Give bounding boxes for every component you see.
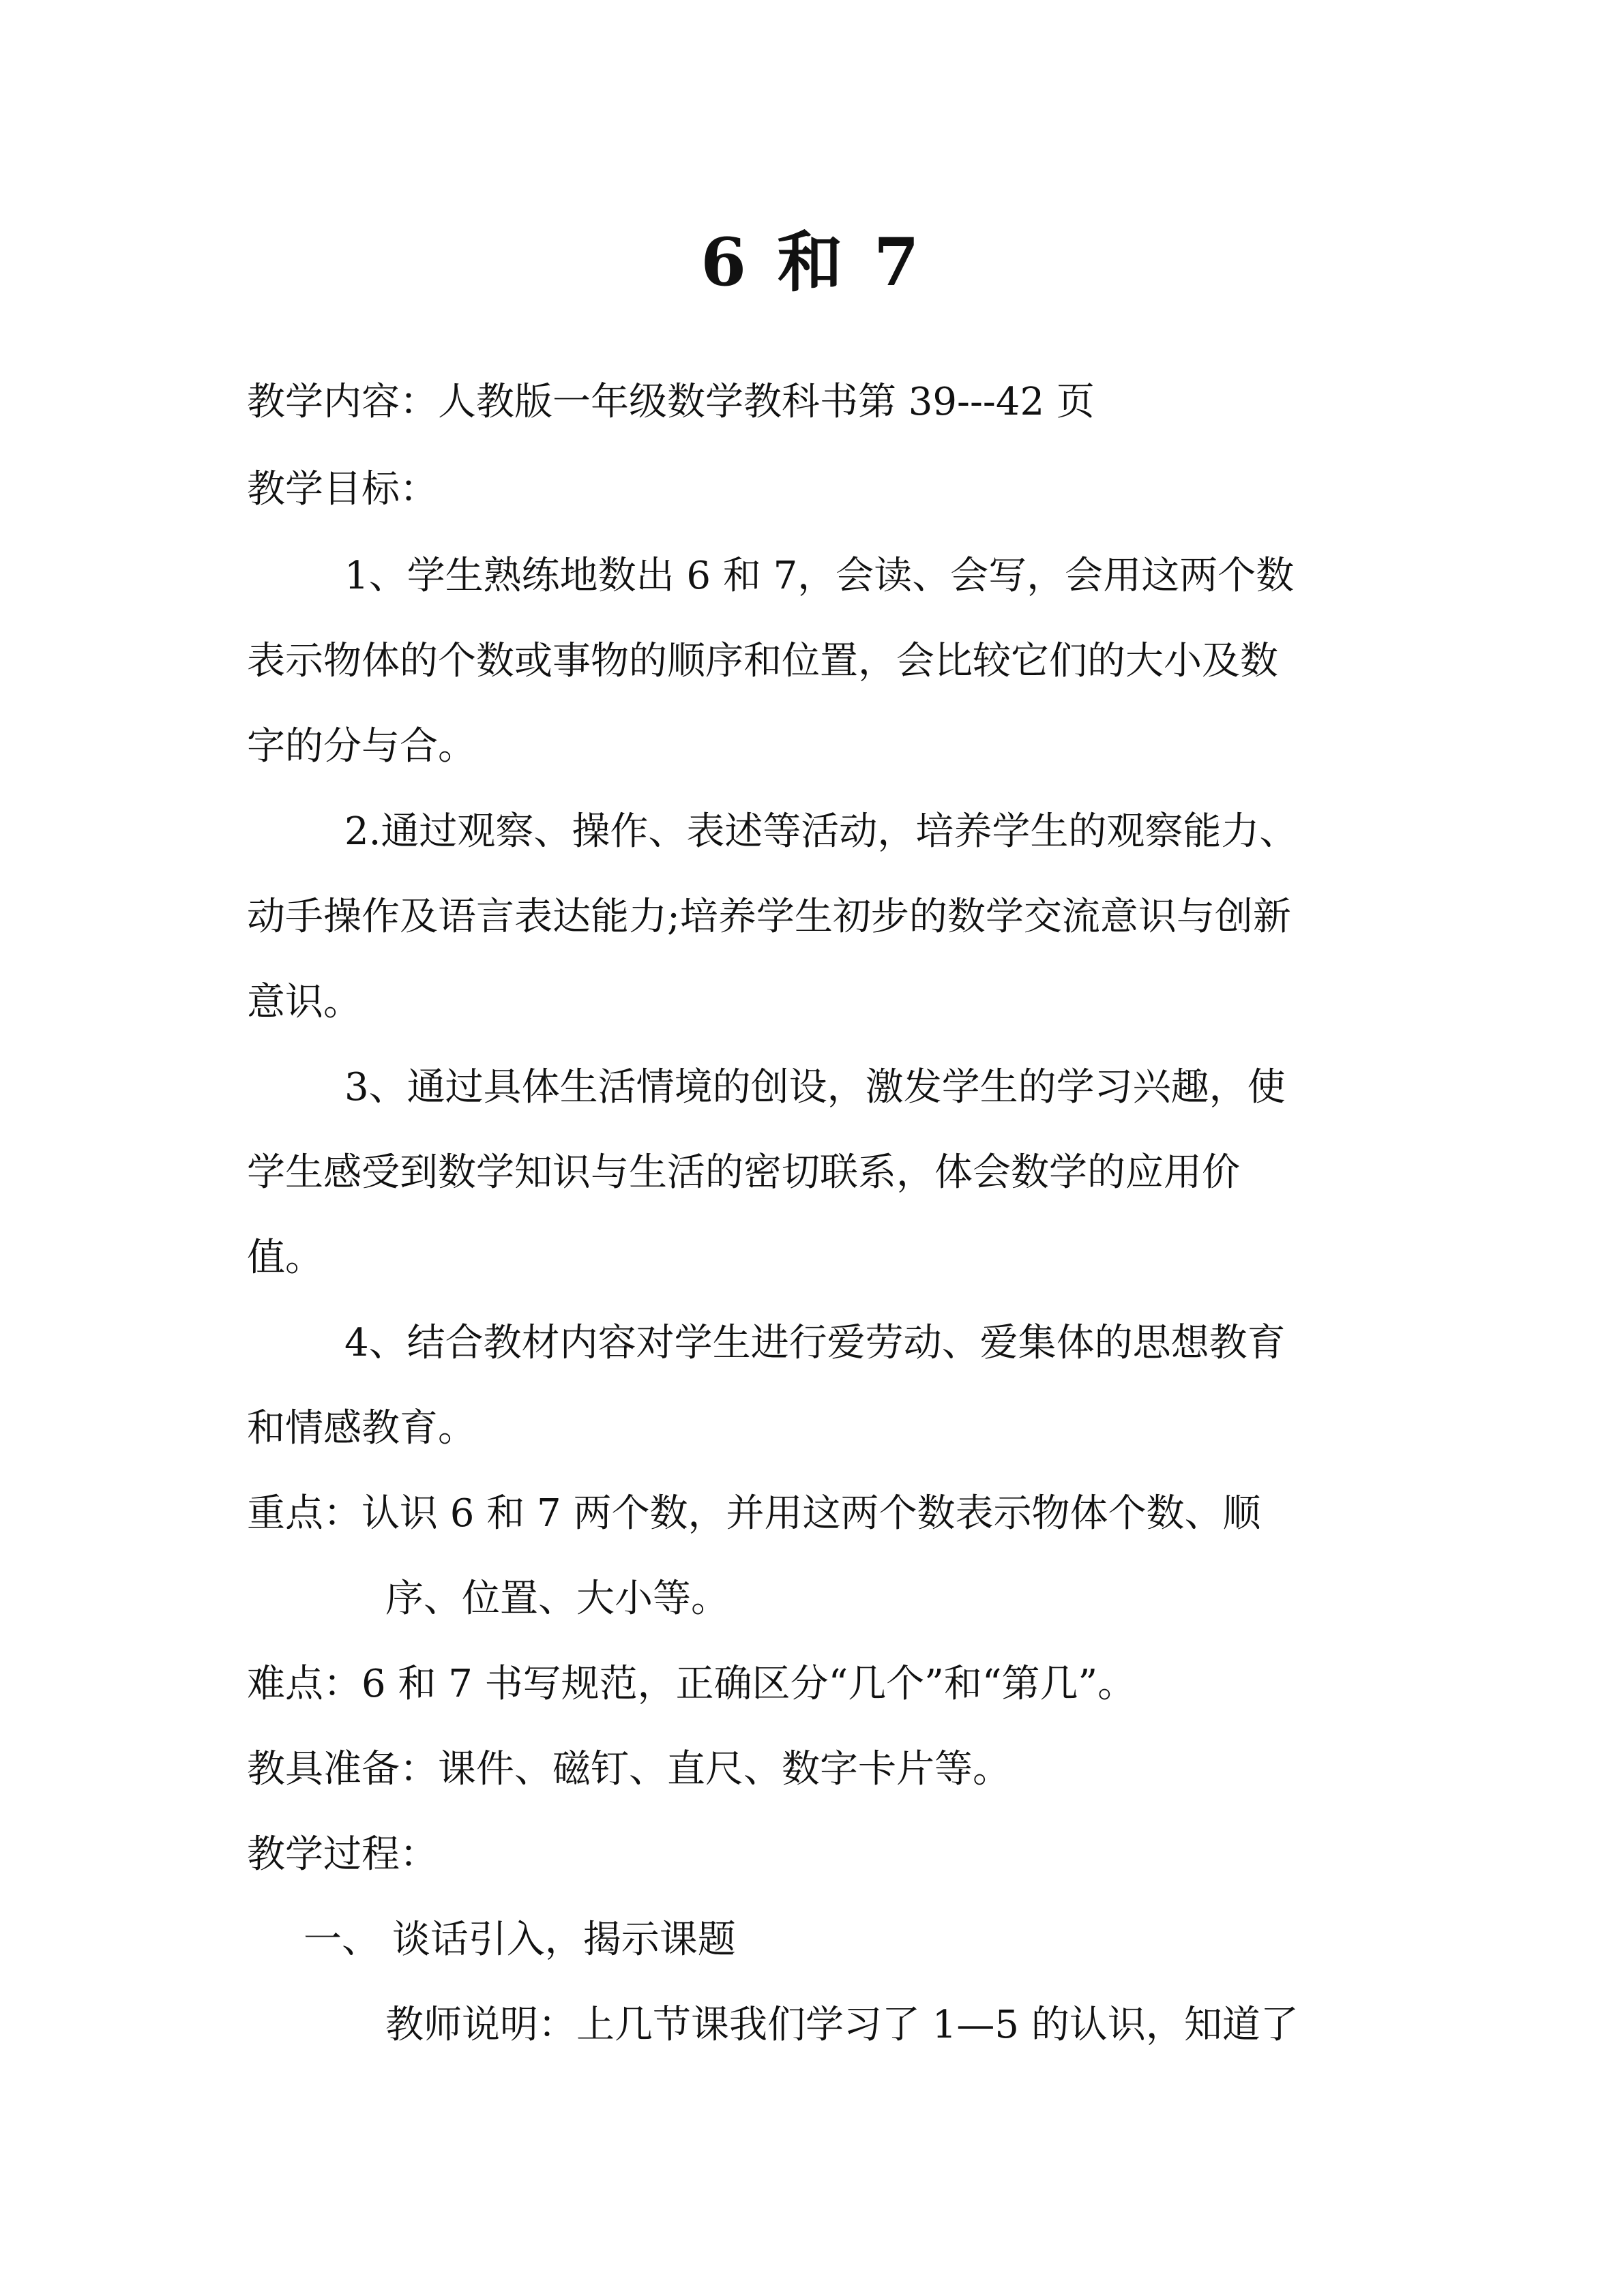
line-teaching-process-heading: 教学过程： xyxy=(247,1832,438,1877)
line-teaching-aids: 教具准备：课件、磁钉、直尺、数字卡片等。 xyxy=(247,1747,1011,1791)
line-objective-4-b: 和情感教育。 xyxy=(247,1406,476,1450)
line-objective-1-c: 字的分与合。 xyxy=(247,724,476,769)
line-objective-1-b: 表示物体的个数或事物的顺序和位置，会比较它们的大小及数 xyxy=(247,639,1278,683)
line-objective-1-a: 1、学生熟练地数出 6 和 7，会读、会写，会用这两个数 xyxy=(344,554,1295,598)
line-difficulties: 难点：6 和 7 书写规范，正确区分“几个”和“第几”。 xyxy=(247,1662,1136,1706)
line-key-points-cont: 序、位置、大小等。 xyxy=(385,1577,729,1621)
line-objective-3-c: 值。 xyxy=(247,1236,323,1280)
line-teacher-explanation: 教师说明：上几节课我们学习了 1—5 的认识，知道了 xyxy=(385,2003,1299,2047)
line-objective-2-b: 动手操作及语言表达能力;培养学生初步的数学交流意识与创新 xyxy=(247,895,1291,939)
line-objective-3-a: 3、通过具体生活情境的创设，激发学生的学习兴趣，使 xyxy=(344,1065,1286,1109)
document-title: 6 和 7 xyxy=(700,224,924,301)
line-objective-4-a: 4、结合教材内容对学生进行爱劳动、爱集体的思想教育 xyxy=(344,1321,1286,1365)
line-objective-2-a: 2.通过观察、操作、表述等活动，培养学生的观察能力、 xyxy=(344,809,1298,854)
line-teaching-content: 教学内容：人教版一年级数学教科书第 39---42 页 xyxy=(247,380,1095,424)
line-key-points: 重点：认识 6 和 7 两个数，并用这两个数表示物体个数、顺 xyxy=(247,1491,1261,1536)
line-objective-2-c: 意识。 xyxy=(247,980,361,1024)
line-teaching-objectives-heading: 教学目标： xyxy=(247,467,438,511)
line-section-1-heading: 一、 谈话引入，揭示课题 xyxy=(304,1918,736,1962)
line-objective-3-b: 学生感受到数学知识与生活的密切联系，体会数学的应用价 xyxy=(247,1150,1240,1195)
